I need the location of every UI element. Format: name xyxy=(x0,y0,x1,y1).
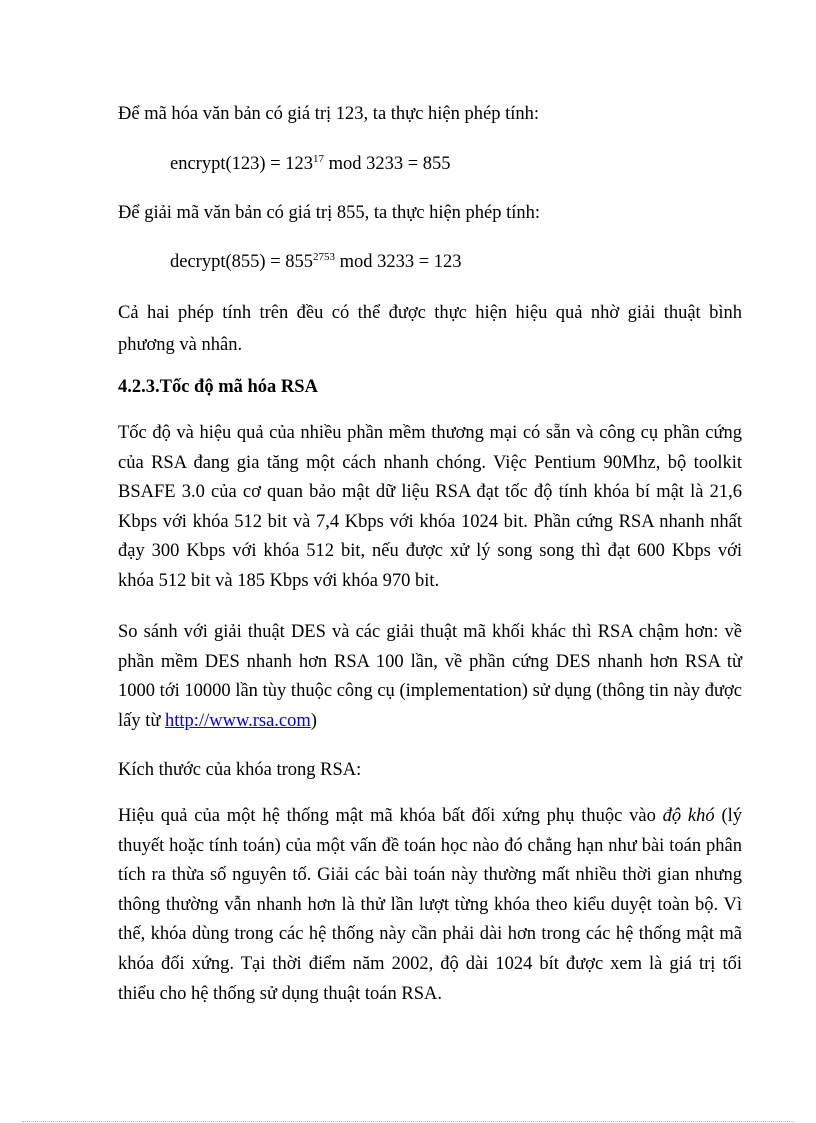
paragraph-decrypt-intro: Để giải mã văn bản có giá trị 855, ta thực hiện phép tính: xyxy=(118,203,541,223)
paragraph-key-size-title: Kích thước của khóa trong RSA: xyxy=(118,760,362,780)
formula-encrypt-rest: mod 3233 = 855 xyxy=(323,154,451,174)
paragraph-square-multiply: Cả hai phép tính trên đều có thể được thực hiện hiệu quả nhờ giải thuật bình phương và nhân. xyxy=(118,303,742,355)
formula-decrypt xyxy=(170,248,462,276)
formula-decrypt-base: decrypt(855) = 855 xyxy=(170,252,313,272)
paragraph-des-text: So sánh với giải thuật DES và các giải thuật mã khối khác thì RSA chậm hơn: về phần mềm DES nhanh hơn RSA 100 lần, về phần cứng DES nhanh hơn RSA từ 1000 tới 10000 lần tùy thuộc công cụ (implementation) sử dụng (thông tin này được lấy từ xyxy=(118,622,742,731)
rsa-website-link[interactable]: http://www.rsa.com xyxy=(165,710,311,731)
paragraph-key-size-rest: (lý thuyết hoặc tính toán) của một vấn đề toán học nào đó chẳng hạn như bài toán phân tích ra thừa số nguyên tố. Giải các bài toán này thường mất nhiều thời gian nhưng thông thường vẫn nhanh hơn là thử lần lượt từng khóa theo kiểu duyệt toàn bộ. Vì thế, khóa dùng trong các hệ thống này cần phải dài hơn trong các hệ thống mật mã khóa đối xứng. Tại thời điểm năm 2002, độ dài 1024 bít được xem là giá trị tối thiểu cho hệ thống sử dụng thuật toán RSA. xyxy=(118,806,742,1004)
paragraph-encrypt-intro: Để mã hóa văn bản có giá trị 123, ta thực hiện phép tính: xyxy=(118,104,540,124)
emphasis-difficulty: độ khó xyxy=(662,806,715,826)
formula-encrypt-base: encrypt(123) = 123 xyxy=(170,154,313,174)
paragraph-key-size-text: Hiệu quả của một hệ thống mật mã khóa bất đối xứng phụ thuộc vào xyxy=(118,806,663,826)
paragraph-des-closing: ) xyxy=(310,710,317,731)
formula-decrypt-rest: mod 3233 = 123 xyxy=(334,252,462,272)
page-bottom-divider xyxy=(22,1121,794,1122)
formula-encrypt xyxy=(170,150,451,178)
formula-encrypt-exponent: 17 xyxy=(312,153,324,165)
formula-decrypt-exponent: 2753 xyxy=(312,251,335,263)
paragraph-rsa-speed: Tốc độ và hiệu quả của nhiều phần mềm thương mại có sẵn và công cụ phần cứng của RSA đang gia tăng một cách nhanh chóng. Việc Pentium 90Mhz, bộ toolkit BSAFE 3.0 của cơ quan bảo mật dữ liệu RSA đạt tốc độ tính khóa bí mật là 21,6 Kbps với khóa 512 bit và 7,4 Kbps với khóa 1024 bit. Phần cứng RSA nhanh nhất đạy 300 Kbps với khóa 512 bit, nếu được xử lý song song thì đạt 600 Kbps với khóa 512 bit và 185 Kbps với khóa 970 bit. xyxy=(118,423,742,591)
paragraph-des-comparison xyxy=(118,618,742,736)
paragraph-key-size-body xyxy=(118,802,742,1009)
section-heading: 4.2.3.Tốc độ mã hóa RSA xyxy=(118,377,318,397)
